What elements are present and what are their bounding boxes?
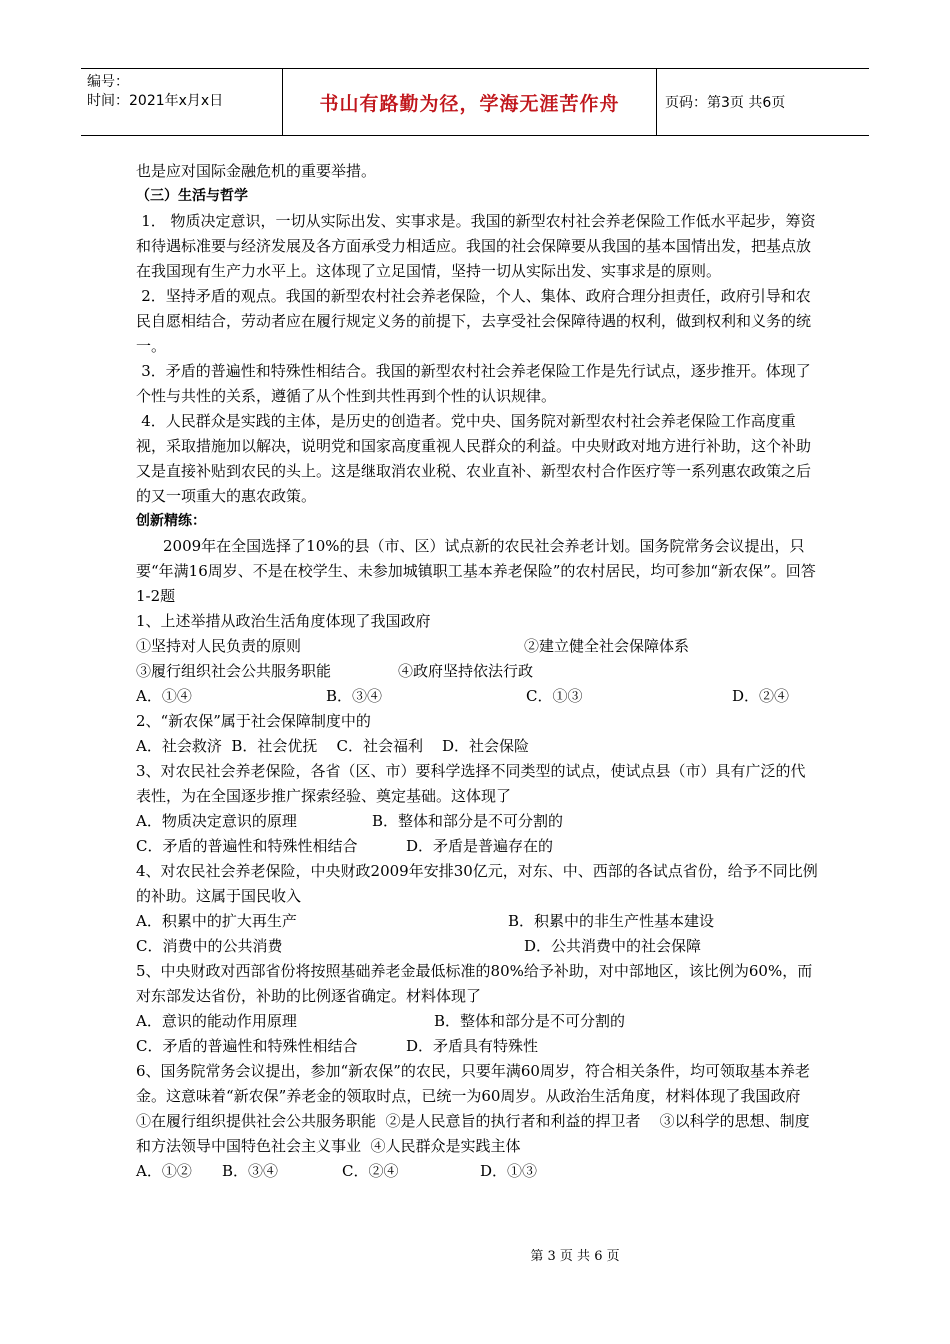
q6-option-b: B．③④ [222, 1162, 279, 1180]
practice-intro: 2009年在全国选择了10%的县（市、区）试点新的农民社会养老计划。国务院常务会议提出，只要“年满16周岁、不是在校学生、未参加城镇职工基本养老保险”的农村居民，均可参加“新农保”。回答1-2题 [136, 537, 816, 605]
q1-statement-2: ②建立健全社会保障体系 [524, 637, 690, 655]
question-6-stem: 6、国务院常务会议提出，参加“新农保”的农民，只要年满60周岁，符合相关条件，均可领取基本养老金。这意味着“新农保”养老金的领取时点，已统一为60周岁。从政治生活角度，材料体现了我国政府 [136, 1062, 810, 1105]
question-1-options [136, 684, 820, 709]
question-3-stem: 3、对农民社会养老保险，各省（区、市）要科学选择不同类型的试点，使试点县（市）具有广泛的代表性，为在全国逐步推广探索经验、奠定基础。这体现了 [136, 762, 806, 805]
question-3-options-ab [136, 809, 820, 834]
point-1: 1． 物质决定意识，一切从实际出发、实事求是。我国的新型农村社会养老保险工作低水平起步，筹资和待遇标准要与经济发展及各方面承受力相适应。我国的社会保障要从我国的基本国情出发，把基点放在我国现有生产力水平上。这体现了立足国情，坚持一切从实际出发、实事求是的原则。 [136, 212, 816, 280]
q1-statement-1: ①坚持对人民负责的原则 [136, 637, 302, 655]
question-5-options-ab [136, 1009, 820, 1034]
q1-option-c: C．①③ [526, 687, 583, 705]
question-1-statements-b [136, 659, 820, 684]
point-4: 4．人民群众是实践的主体，是历史的创造者。党中央、国务院对新型农村社会养老保险工作高度重视，采取措施加以解决，说明党和国家高度重视人民群众的利益。中央财政对地方进行补助，这个补助又是直接补贴到农民的头上。这是继取消农业税、农业直补、新型农村合作医疗等一系列惠农政策之后的又一项重大的惠农政策。 [136, 412, 812, 505]
q5-option-a: A．意识的能动作用原理 [136, 1012, 297, 1030]
header-motto-cell [283, 69, 657, 135]
question-4-options-ab [136, 909, 820, 934]
q1-option-b: B．③④ [326, 687, 383, 705]
q5-option-b: B．整体和部分是不可分割的 [434, 1012, 626, 1030]
document-body [136, 159, 820, 1184]
q4-option-a: A．积累中的扩大再生产 [136, 912, 297, 930]
question-4-options-cd [136, 934, 820, 959]
question-6-options [136, 1159, 820, 1184]
q3-option-d: D．矛盾是普遍存在的 [406, 837, 554, 855]
point-3: 3．矛盾的普遍性和特殊性相结合。我国的新型农村社会养老保险工作是先行试点，逐步推开。体现了个性与共性的关系，遵循了从个性到共性再到个性的认识规律。 [136, 362, 811, 405]
q1-option-d: D．②④ [732, 687, 790, 705]
q6-option-a: A．①② [136, 1162, 192, 1180]
q6-option-c: C．②④ [342, 1162, 399, 1180]
document-number: 编号： [87, 74, 129, 90]
practice-title: 创新精练： [136, 513, 206, 529]
question-1-statements-a [136, 634, 820, 659]
question-5-options-cd [136, 1034, 820, 1059]
question-1-stem: 1、上述举措从政治生活角度体现了我国政府 [136, 612, 431, 630]
q3-option-a: A．物质决定意识的原理 [136, 812, 297, 830]
header-page-info: 页码：第3页 共6页 [665, 95, 786, 111]
q5-option-c: C．矛盾的普遍性和特殊性相结合 [136, 1037, 358, 1055]
document-date: 时间：2021年x月x日 [87, 93, 224, 109]
question-4-stem: 4、对农民社会养老保险，中央财政2009年安排30亿元，对东、中、西部的各试点省份，给予不同比例的补助。这属于国民收入 [136, 862, 818, 905]
q1-statement-4: ④政府坚持依法行政 [398, 662, 534, 680]
header-meta [81, 69, 283, 135]
q1-option-a: A．①④ [136, 687, 192, 705]
q4-option-c: C．消费中的公共消费 [136, 937, 283, 955]
question-2-options: A．社会救济 B．社会优抚 C．社会福利 D．社会保险 [136, 737, 530, 755]
q1-statement-3: ③履行组织社会公共服务职能 [136, 662, 332, 680]
q3-option-b: B．整体和部分是不可分割的 [372, 812, 564, 830]
page-footer: 第 3 页 共 6 页 [530, 1249, 620, 1264]
section-title: （三）生活与哲学 [136, 188, 248, 204]
q6-option-d: D．①③ [480, 1162, 538, 1180]
q5-option-d: D．矛盾具有特殊性 [406, 1037, 539, 1055]
point-2: 2．坚持矛盾的观点。我国的新型农村社会养老保险，个人、集体、政府合理分担责任，政府引导和农民自愿相结合，劳动者应在履行规定义务的前提下，去享受社会保障待遇的权利，做到权利和义务的统一。 [136, 287, 812, 355]
q3-option-c: C．矛盾的普遍性和特殊性相结合 [136, 837, 358, 855]
q4-option-d: D．公共消费中的社会保障 [524, 937, 702, 955]
header-motto: 书山有路勤为径，学海无涯苦作舟 [319, 92, 620, 115]
intro-line: 也是应对国际金融危机的重要举措。 [136, 162, 377, 180]
question-2-stem: 2、“新农保”属于社会保障制度中的 [136, 712, 371, 730]
question-3-options-cd [136, 834, 820, 859]
page-header [81, 68, 869, 136]
q4-option-b: B．积累中的非生产性基本建设 [508, 912, 715, 930]
question-6-statements: ①在履行组织提供社会公共服务职能 ②是人民意旨的执行者和利益的捍卫者 ③以科学的思想、制度和方法领导中国特色社会主义事业 ④人民群众是实践主体 [136, 1112, 810, 1155]
question-5-stem: 5、中央财政对西部省份将按照基础养老金最低标准的80%给予补助，对中部地区，该比例为60%，而对东部发达省份，补助的比例逐省确定。材料体现了 [136, 962, 813, 1005]
